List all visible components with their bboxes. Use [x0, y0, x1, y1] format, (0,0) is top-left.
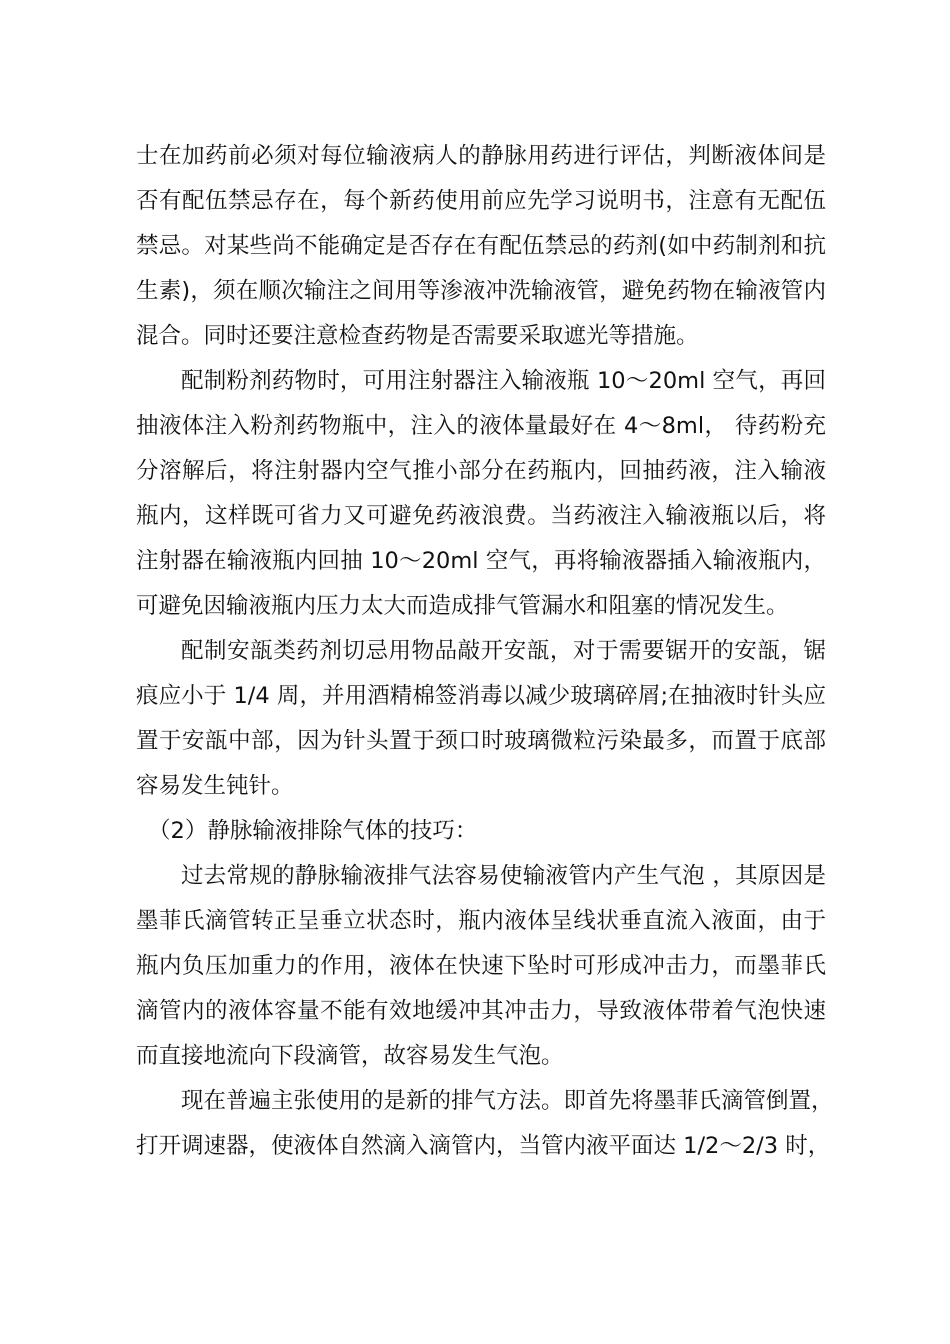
text-line: 抽液体注入粉剂药物瓶中，注入的液体量最好在 4～8ml， 待药粉充 — [136, 413, 826, 439]
document-body — [136, 134, 834, 1169]
text-line: 痕应小于 1/4 周，并用酒精棉签消毒以减少玻璃碎屑;在抽液时针头应 — [136, 683, 826, 709]
text-line: 滴管内的液体容量不能有效地缓冲其冲击力，导致液体带着气泡快速 — [136, 998, 826, 1024]
text-line: 打开调速器，使液体自然滴入滴管内，当管内液平面达 1/2～2/3 时， — [136, 1133, 831, 1159]
paragraph — [136, 854, 826, 1079]
text-line: 过去常规的静脉输液排气法容易使输液管内产生气泡 ，其原因是 — [181, 863, 826, 889]
text-line: （2）静脉输液排除气体的技巧： — [148, 818, 478, 844]
text-line: 配制安瓿类药剂切忌用物品敲开安瓿，对于需要锯开的安瓿，锯 — [181, 638, 826, 664]
text-line: 现在普遍主张使用的是新的排气方法。即首先将墨菲氏滴管倒置， — [181, 1088, 834, 1114]
text-line: 置于安瓿中部，因为针头置于颈口时玻璃微粒污染最多，而置于底部 — [136, 728, 826, 754]
text-line: 容易发生钝针。 — [136, 773, 294, 799]
text-line: 否有配伍禁忌存在，每个新药使用前应先学习说明书，注意有无配伍 — [136, 188, 826, 214]
text-line: 分溶解后，将注射器内空气推小部分在药瓶内，回抽药液，注入输液 — [136, 458, 826, 484]
text-line: 注射器在输液瓶内回抽 10～20ml 空气，再将输液器插入输液瓶内， — [136, 548, 826, 574]
paragraph — [136, 629, 826, 809]
paragraph — [136, 359, 826, 629]
text-line: 瓶内，这样既可省力又可避免药液浪费。当药液注入输液瓶以后，将 — [136, 503, 826, 529]
text-line: 士在加药前必须对每位输液病人的静脉用药进行评估，判断液体间是 — [136, 143, 826, 169]
paragraph — [136, 1079, 834, 1169]
text-line: 混合。同时还要注意检查药物是否需要采取遮光等措施。 — [136, 323, 699, 349]
paragraph — [136, 134, 826, 359]
text-line: 配制粉剂药物时，可用注射器注入输液瓶 10～20ml 空气，再回 — [181, 368, 826, 394]
text-line: 可避免因输液瓶内压力太大而造成排气管漏水和阻塞的情况发生。 — [136, 593, 789, 619]
text-line: 禁忌。对某些尚不能确定是否存在有配伍禁忌的药剂(如中药制剂和抗 — [136, 233, 826, 259]
section-heading — [136, 809, 826, 854]
text-line: 墨菲氏滴管转正呈垂立状态时，瓶内液体呈线状垂直流入液面，由于 — [136, 908, 826, 934]
text-line: 生素)，须在顺次输注之间用等渗液冲洗输液管，避免药物在输液管内 — [136, 278, 826, 304]
text-line: 瓶内负压加重力的作用，液体在快速下坠时可形成冲击力，而墨菲氏 — [136, 953, 826, 979]
text-line: 而直接地流向下段滴管，故容易发生气泡。 — [136, 1043, 564, 1069]
